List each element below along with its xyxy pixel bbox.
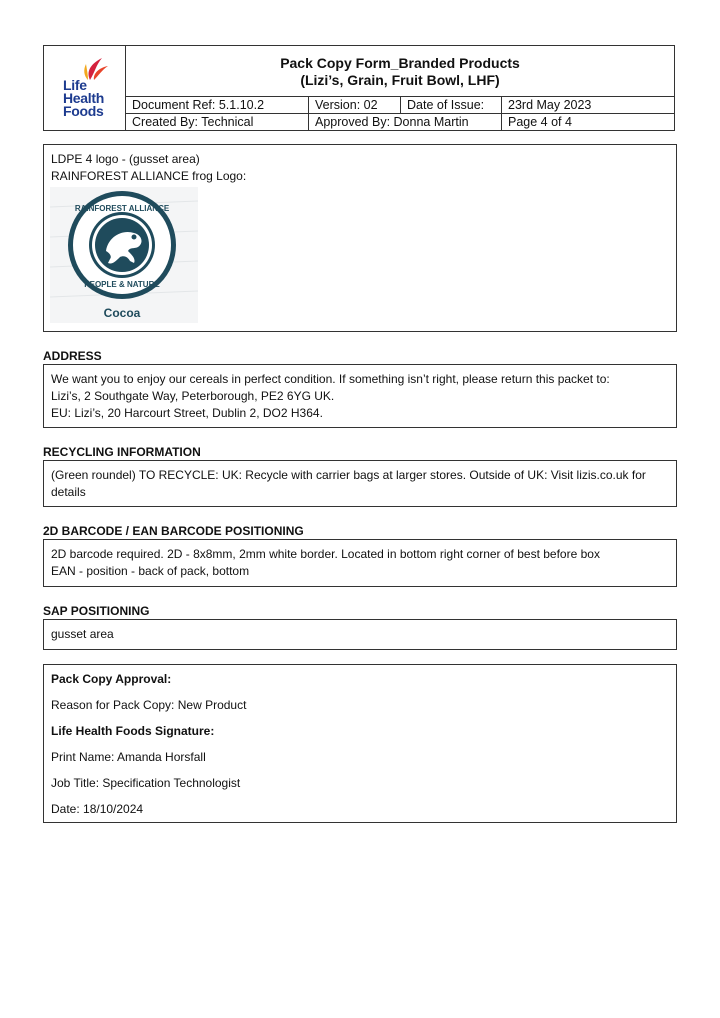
rainforest-logo-text: RAINFOREST ALLIANCE frog Logo: bbox=[51, 169, 247, 183]
seal-text-bottom: PEOPLE & NATURE bbox=[84, 280, 160, 289]
document-header bbox=[43, 45, 675, 131]
signature-label: Life Health Foods Signature: bbox=[51, 724, 215, 738]
logos-box bbox=[43, 144, 677, 332]
address-line-3: EU: Lizi’s, 20 Harcourt Street, Dublin 2, DO2 H364. bbox=[51, 406, 323, 420]
seal-caption: Cocoa bbox=[103, 306, 141, 320]
sap-box bbox=[43, 619, 677, 650]
version: Version: 02 bbox=[309, 97, 401, 114]
approval-box bbox=[43, 664, 677, 823]
header-row-1 bbox=[126, 97, 674, 114]
recycling-text: (Green roundel) TO RECYCLE: UK: Recycle with carrier bags at larger stores. Outside of UK: Visit lizis.co.uk for details bbox=[51, 468, 646, 499]
date-of-issue-label: Date of Issue: bbox=[401, 97, 502, 114]
page-number: Page 4 of 4 bbox=[508, 115, 572, 129]
address-box bbox=[43, 364, 677, 428]
logo-line-foods: Foods bbox=[63, 103, 104, 119]
document-title bbox=[126, 46, 674, 97]
job-title: Job Title: Specification Technologist bbox=[51, 776, 241, 790]
rainforest-alliance-seal-icon bbox=[50, 187, 198, 323]
recycling-title: RECYCLING INFORMATION bbox=[43, 445, 201, 459]
barcode-line-2: EAN - position - back of pack, bottom bbox=[51, 564, 250, 578]
ldpe-logo-text: LDPE 4 logo - (gusset area) bbox=[51, 152, 200, 166]
barcode-box bbox=[43, 539, 677, 587]
address-title: ADDRESS bbox=[43, 349, 102, 363]
logo-wordmark bbox=[63, 79, 104, 118]
barcode-title: 2D BARCODE / EAN BARCODE POSITIONING bbox=[43, 524, 304, 538]
document-ref: Document Ref: 5.1.10.2 bbox=[126, 97, 309, 114]
title-line-1: Pack Copy Form_Branded Products bbox=[280, 55, 520, 71]
address-line-2: Lizi’s, 2 Southgate Way, Peterborough, PE2 6YG UK. bbox=[51, 389, 335, 403]
title-line-2: (Lizi’s, Grain, Fruit Bowl, LHF) bbox=[300, 72, 500, 88]
barcode-line-1: 2D barcode required. 2D - 8x8mm, 2mm white border. Located in bottom right corner of best before box bbox=[51, 547, 600, 561]
date-of-issue: 23rd May 2023 bbox=[508, 98, 592, 112]
created-by: Created By: Technical bbox=[126, 114, 309, 131]
sap-title: SAP POSITIONING bbox=[43, 604, 150, 618]
address-line-1: We want you to enjoy our cereals in perfect condition. If something isn’t right, please return this packet to: bbox=[51, 372, 610, 386]
sap-text: gusset area bbox=[51, 627, 114, 641]
company-logo bbox=[44, 46, 126, 130]
approval-heading: Pack Copy Approval: bbox=[51, 672, 172, 686]
approved-by: Approved By: Donna Martin bbox=[309, 114, 502, 131]
recycling-box bbox=[43, 460, 677, 507]
approval-reason: Reason for Pack Copy: New Product bbox=[51, 698, 247, 712]
header-row-2 bbox=[126, 114, 674, 131]
logo-line-life: Life bbox=[63, 77, 87, 93]
seal-text-top: RAINFOREST ALLIANCE bbox=[74, 204, 170, 213]
logo-line-health: Health bbox=[63, 90, 104, 106]
approval-date: Date: 18/10/2024 bbox=[51, 802, 144, 816]
print-name: Print Name: Amanda Horsfall bbox=[51, 750, 206, 764]
